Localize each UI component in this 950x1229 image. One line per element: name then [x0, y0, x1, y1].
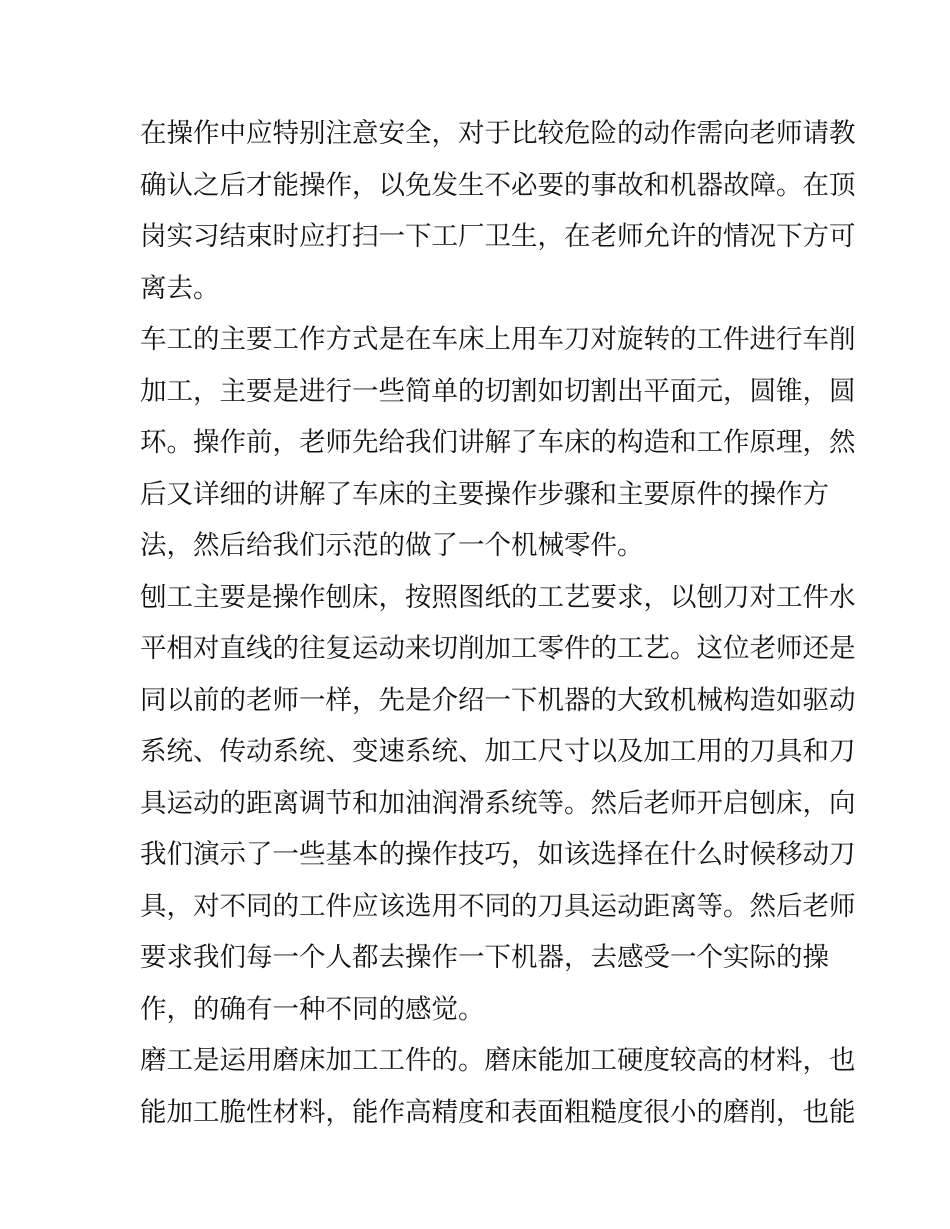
text-line: 要求我们每一个人都去操作一下机器，去感受一个实际的操 — [140, 942, 829, 973]
text-line: 系统、传动系统、变速系统、加工尺寸以及加工用的刀具和刀 — [140, 736, 856, 767]
paragraph-lathe — [140, 314, 856, 572]
text-line: 我们演示了一些基本的操作技巧，如该选择在什么时候移动刀 — [140, 839, 856, 870]
text-line: 具运动的距离调节和加油润滑系统等。然后老师开启刨床，向 — [140, 787, 856, 819]
text-line: 平相对直线的往复运动来切削加工零件的工艺。这位老师还是 — [140, 633, 856, 664]
text-line: 车工的主要工作方式是在车床上用车刀对旋转的工件进行车削 — [140, 324, 856, 355]
text-line: 在操作中应特别注意安全，对于比较危险的动作需向老师请教 — [140, 118, 856, 149]
text-line: 加工，主要是进行一些简单的切割如切割出平面元，圆锥，圆 — [140, 375, 856, 407]
text-line: 确认之后才能操作，以免发生不必要的事故和机器故障。在顶 — [140, 169, 856, 201]
text-line: 磨工是运用磨床加工工件的。磨床能加工硬度较高的材料，也 — [140, 1045, 856, 1076]
paragraph-safety — [140, 108, 856, 314]
text-line: 岗实习结束时应打扫一下工厂卫生，在老师允许的情况下方可 — [140, 221, 856, 252]
paragraph-planer — [140, 572, 856, 1036]
text-line: 作，的确有一种不同的感觉。 — [140, 993, 485, 1025]
text-line: 刨工主要是操作刨床，按照图纸的工艺要求，以刨刀对工件水 — [140, 581, 856, 613]
text-line: 环。操作前，老师先给我们讲解了车床的构造和工作原理，然 — [140, 427, 856, 458]
paragraph-grinder — [140, 1035, 856, 1138]
text-line: 能加工脆性材料，能作高精度和表面粗糙度很小的磨削，也能 — [140, 1096, 856, 1128]
document-body — [140, 108, 856, 1138]
text-line: 具，对不同的工件应该选用不同的刀具运动距离等。然后老师 — [140, 890, 856, 922]
text-line: 后又详细的讲解了车床的主要操作步骤和主要原件的操作方 — [140, 478, 829, 510]
text-line: 法，然后给我们示范的做了一个机械零件。 — [140, 530, 644, 561]
text-line: 同以前的老师一样，先是介绍一下机器的大致机械构造如驱动 — [140, 684, 856, 716]
text-line: 离去。 — [140, 272, 220, 304]
